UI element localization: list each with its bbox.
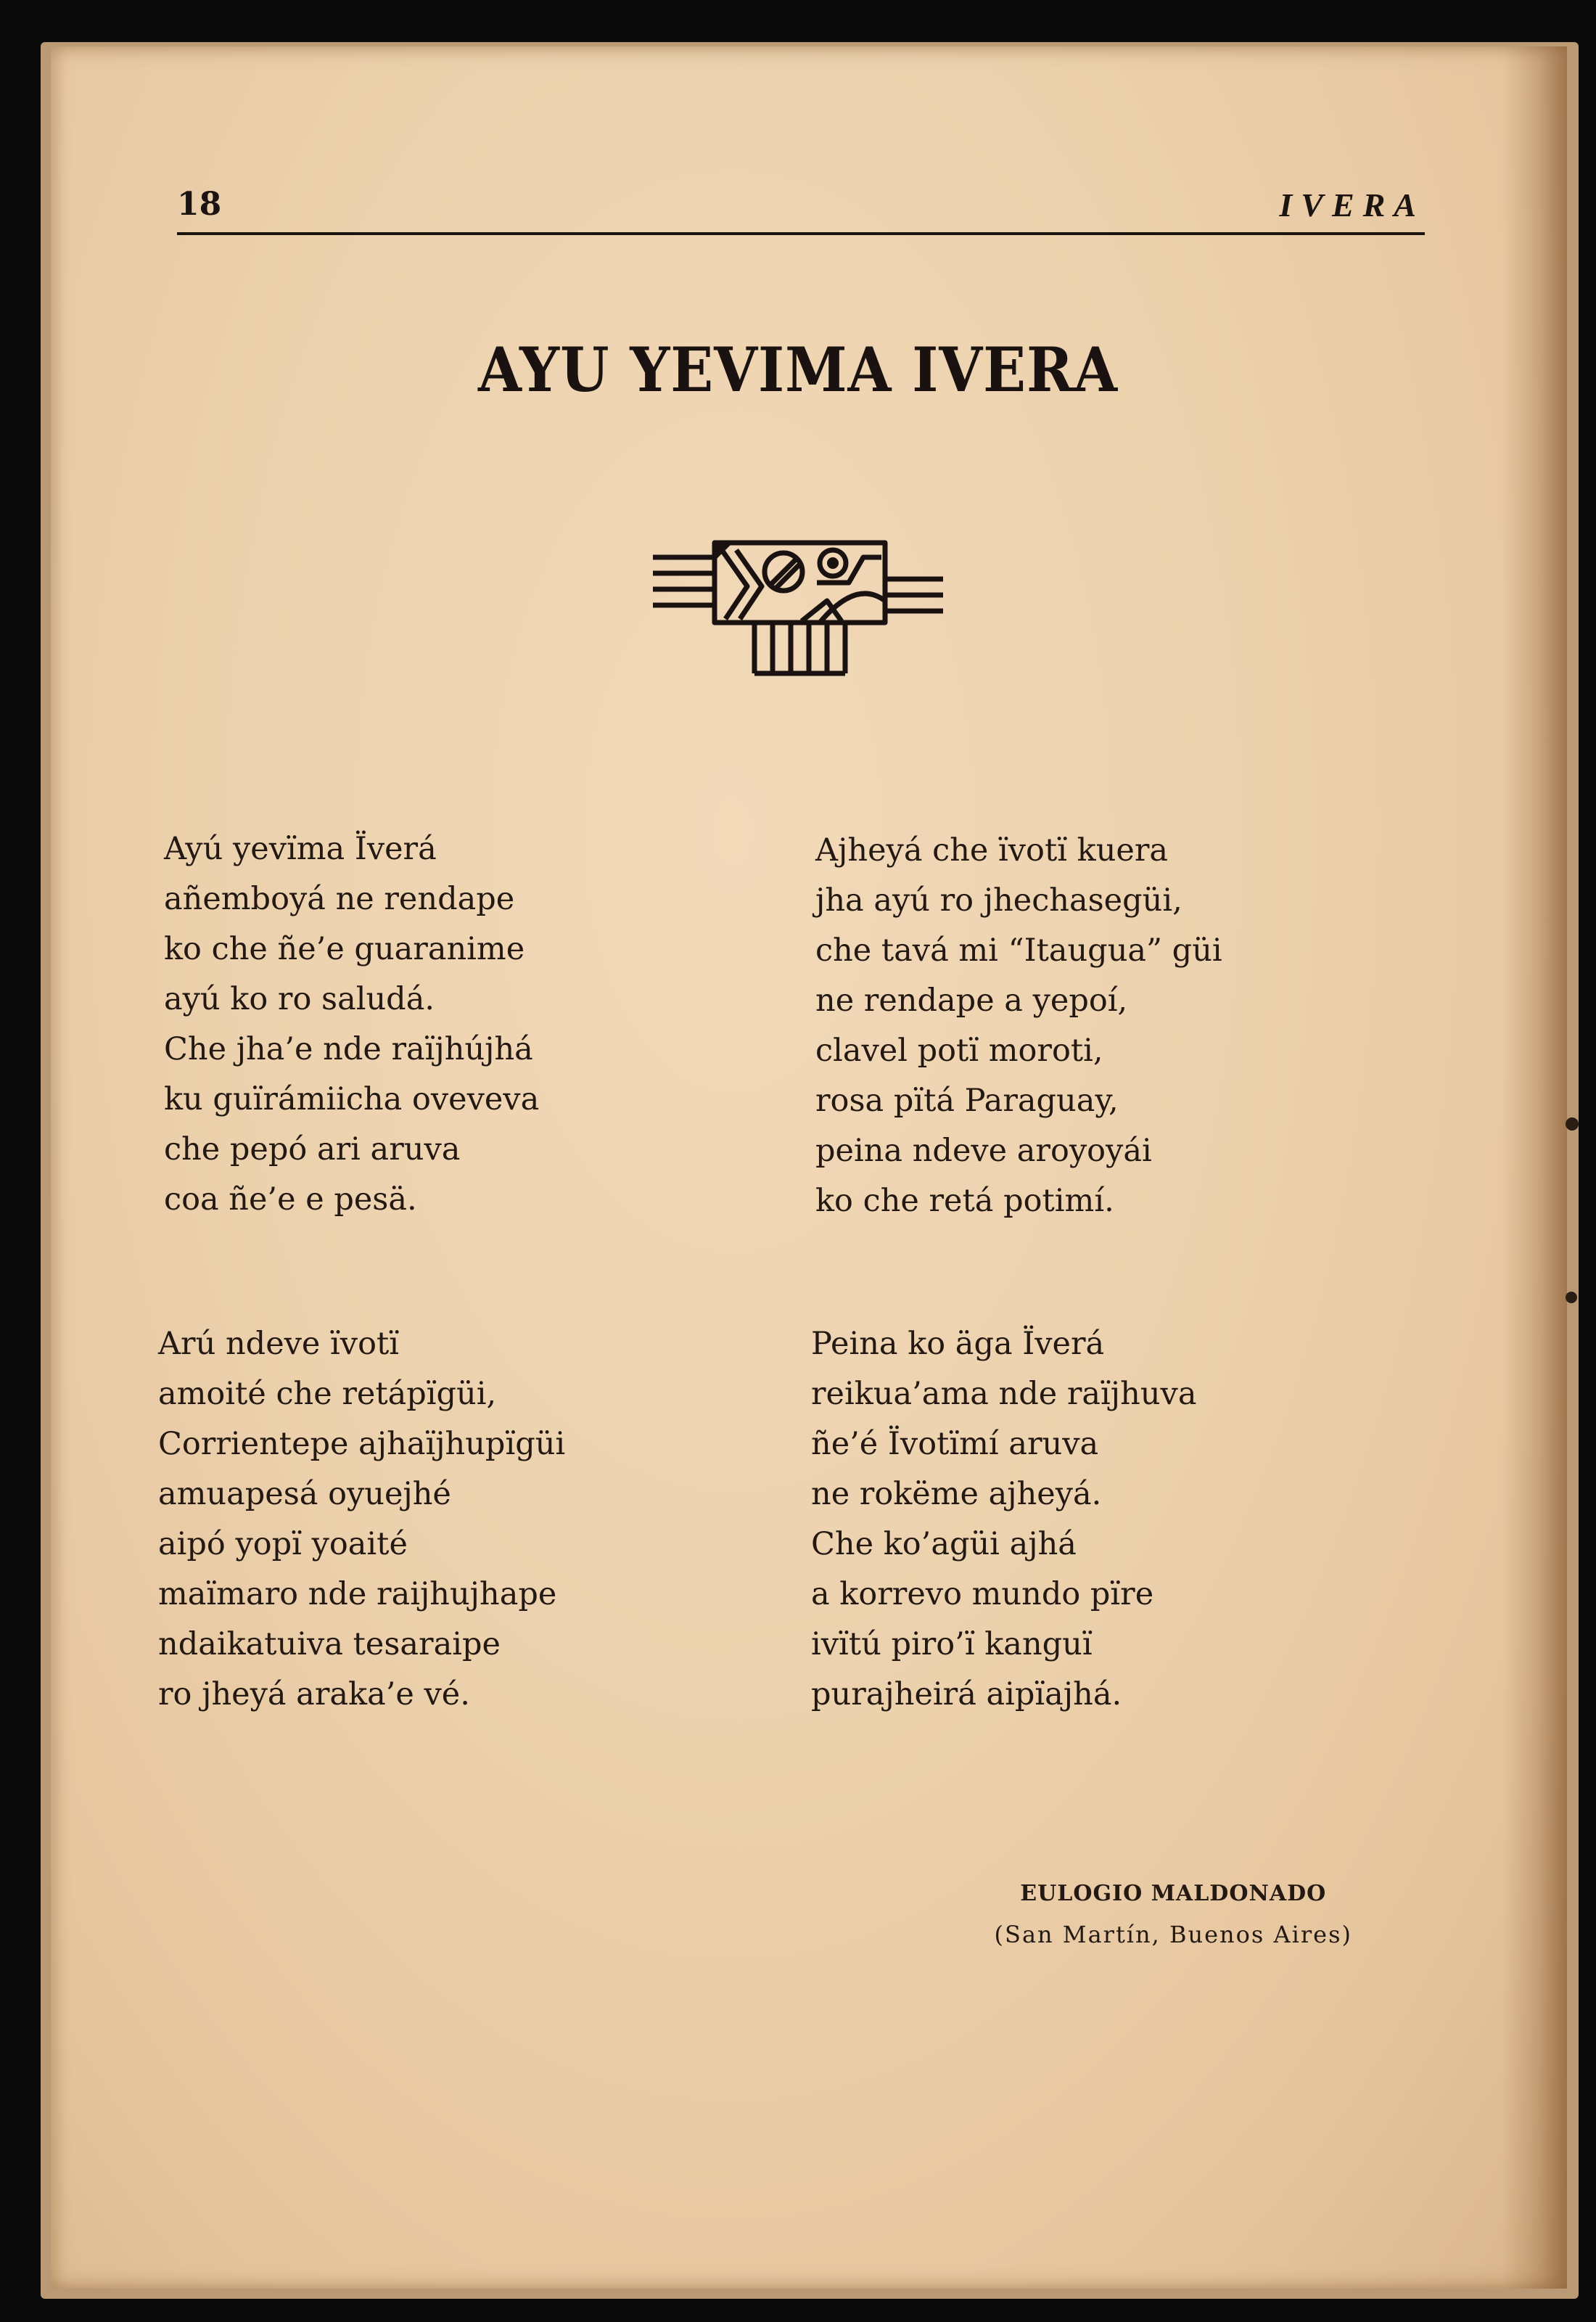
verse-line: amoité che retápïgüi, — [158, 1376, 497, 1412]
verse-line: reikua’ama nde raïjhuva — [811, 1376, 1197, 1412]
verse-line: ayú ko ro saludá. — [164, 981, 435, 1017]
verse-line: ne rokëme ajheyá. — [811, 1476, 1102, 1512]
indigenous-geometric-ornament-icon — [646, 528, 950, 688]
paper-speck — [1566, 1117, 1579, 1131]
verse-line: ko che ñe’e guaranime — [164, 931, 525, 967]
verse-line: Peina ko äga Ïverá — [811, 1326, 1105, 1362]
verse-line: coa ñe’e e pesä. — [164, 1181, 417, 1218]
author-signature — [995, 1874, 1352, 1955]
running-head: IVERA — [1279, 186, 1425, 223]
verse-line: Che jha’e nde raïjhújhá — [164, 1031, 533, 1067]
verse-line: Corrientepe ajhaïjhupïgüi — [158, 1426, 566, 1462]
stanza-3 — [158, 1319, 565, 1720]
author-place: (San Martín, Buenos Aires) — [994, 1921, 1352, 1948]
verse-line: Arú ndeve ïvotï — [158, 1326, 400, 1362]
verse-line: clavel potï moroti, — [815, 1033, 1103, 1069]
verse-line: peina ndeve aroyoyái — [815, 1133, 1152, 1169]
verse-line: ne rendape a yepoí, — [815, 982, 1128, 1019]
page-header — [177, 186, 1425, 237]
verse-line: purajheirá aipïajhá. — [811, 1676, 1122, 1712]
verse-line: ro jheyá araka’e vé. — [158, 1676, 470, 1712]
verse-line: a korrevo mundo pïre — [811, 1576, 1154, 1612]
verse-line: Ayú yevïma Ïverá — [164, 831, 437, 867]
verse-line: maïmaro nde raijhujhape — [158, 1576, 557, 1612]
verse-line: amuapesá oyuejhé — [158, 1476, 451, 1512]
page-number: 18 — [177, 186, 222, 223]
stanza-2 — [815, 826, 1222, 1226]
verse-line: rosa pïtá Paraguay, — [815, 1083, 1119, 1119]
verse-line: añemboyá ne rendape — [164, 881, 515, 917]
verse-line: jha ayú ro jhechasegüi, — [815, 882, 1182, 919]
verse-line: Ajheyá che ïvotï kuera — [815, 832, 1169, 869]
paper-speck — [1566, 1292, 1577, 1303]
stanza-1 — [164, 824, 539, 1225]
stanza-4 — [811, 1319, 1196, 1720]
poem-title: AYU YEVIMA IVERA — [477, 334, 1119, 406]
verse-line: aipó yopï yoaité — [158, 1526, 408, 1562]
verse-line: Che ko’agüi ajhá — [811, 1526, 1077, 1562]
verse-line: che tavá mi “Itaugua” güi — [815, 932, 1222, 969]
verse-line: ko che retá potimí. — [815, 1183, 1114, 1219]
verse-line: che pepó ari aruva — [164, 1131, 461, 1168]
header-rule — [177, 232, 1425, 235]
verse-line: ñe’é Ïvotïmí aruva — [811, 1426, 1099, 1462]
verse-line: ndaikatuiva tesaraipe — [158, 1626, 501, 1662]
verse-line: ivïtú piro’ï kanguï — [811, 1626, 1093, 1662]
verse-line: ku guïrámiicha oveveva — [164, 1081, 540, 1117]
author-name: EULOGIO MALDONADO — [1020, 1881, 1327, 1906]
